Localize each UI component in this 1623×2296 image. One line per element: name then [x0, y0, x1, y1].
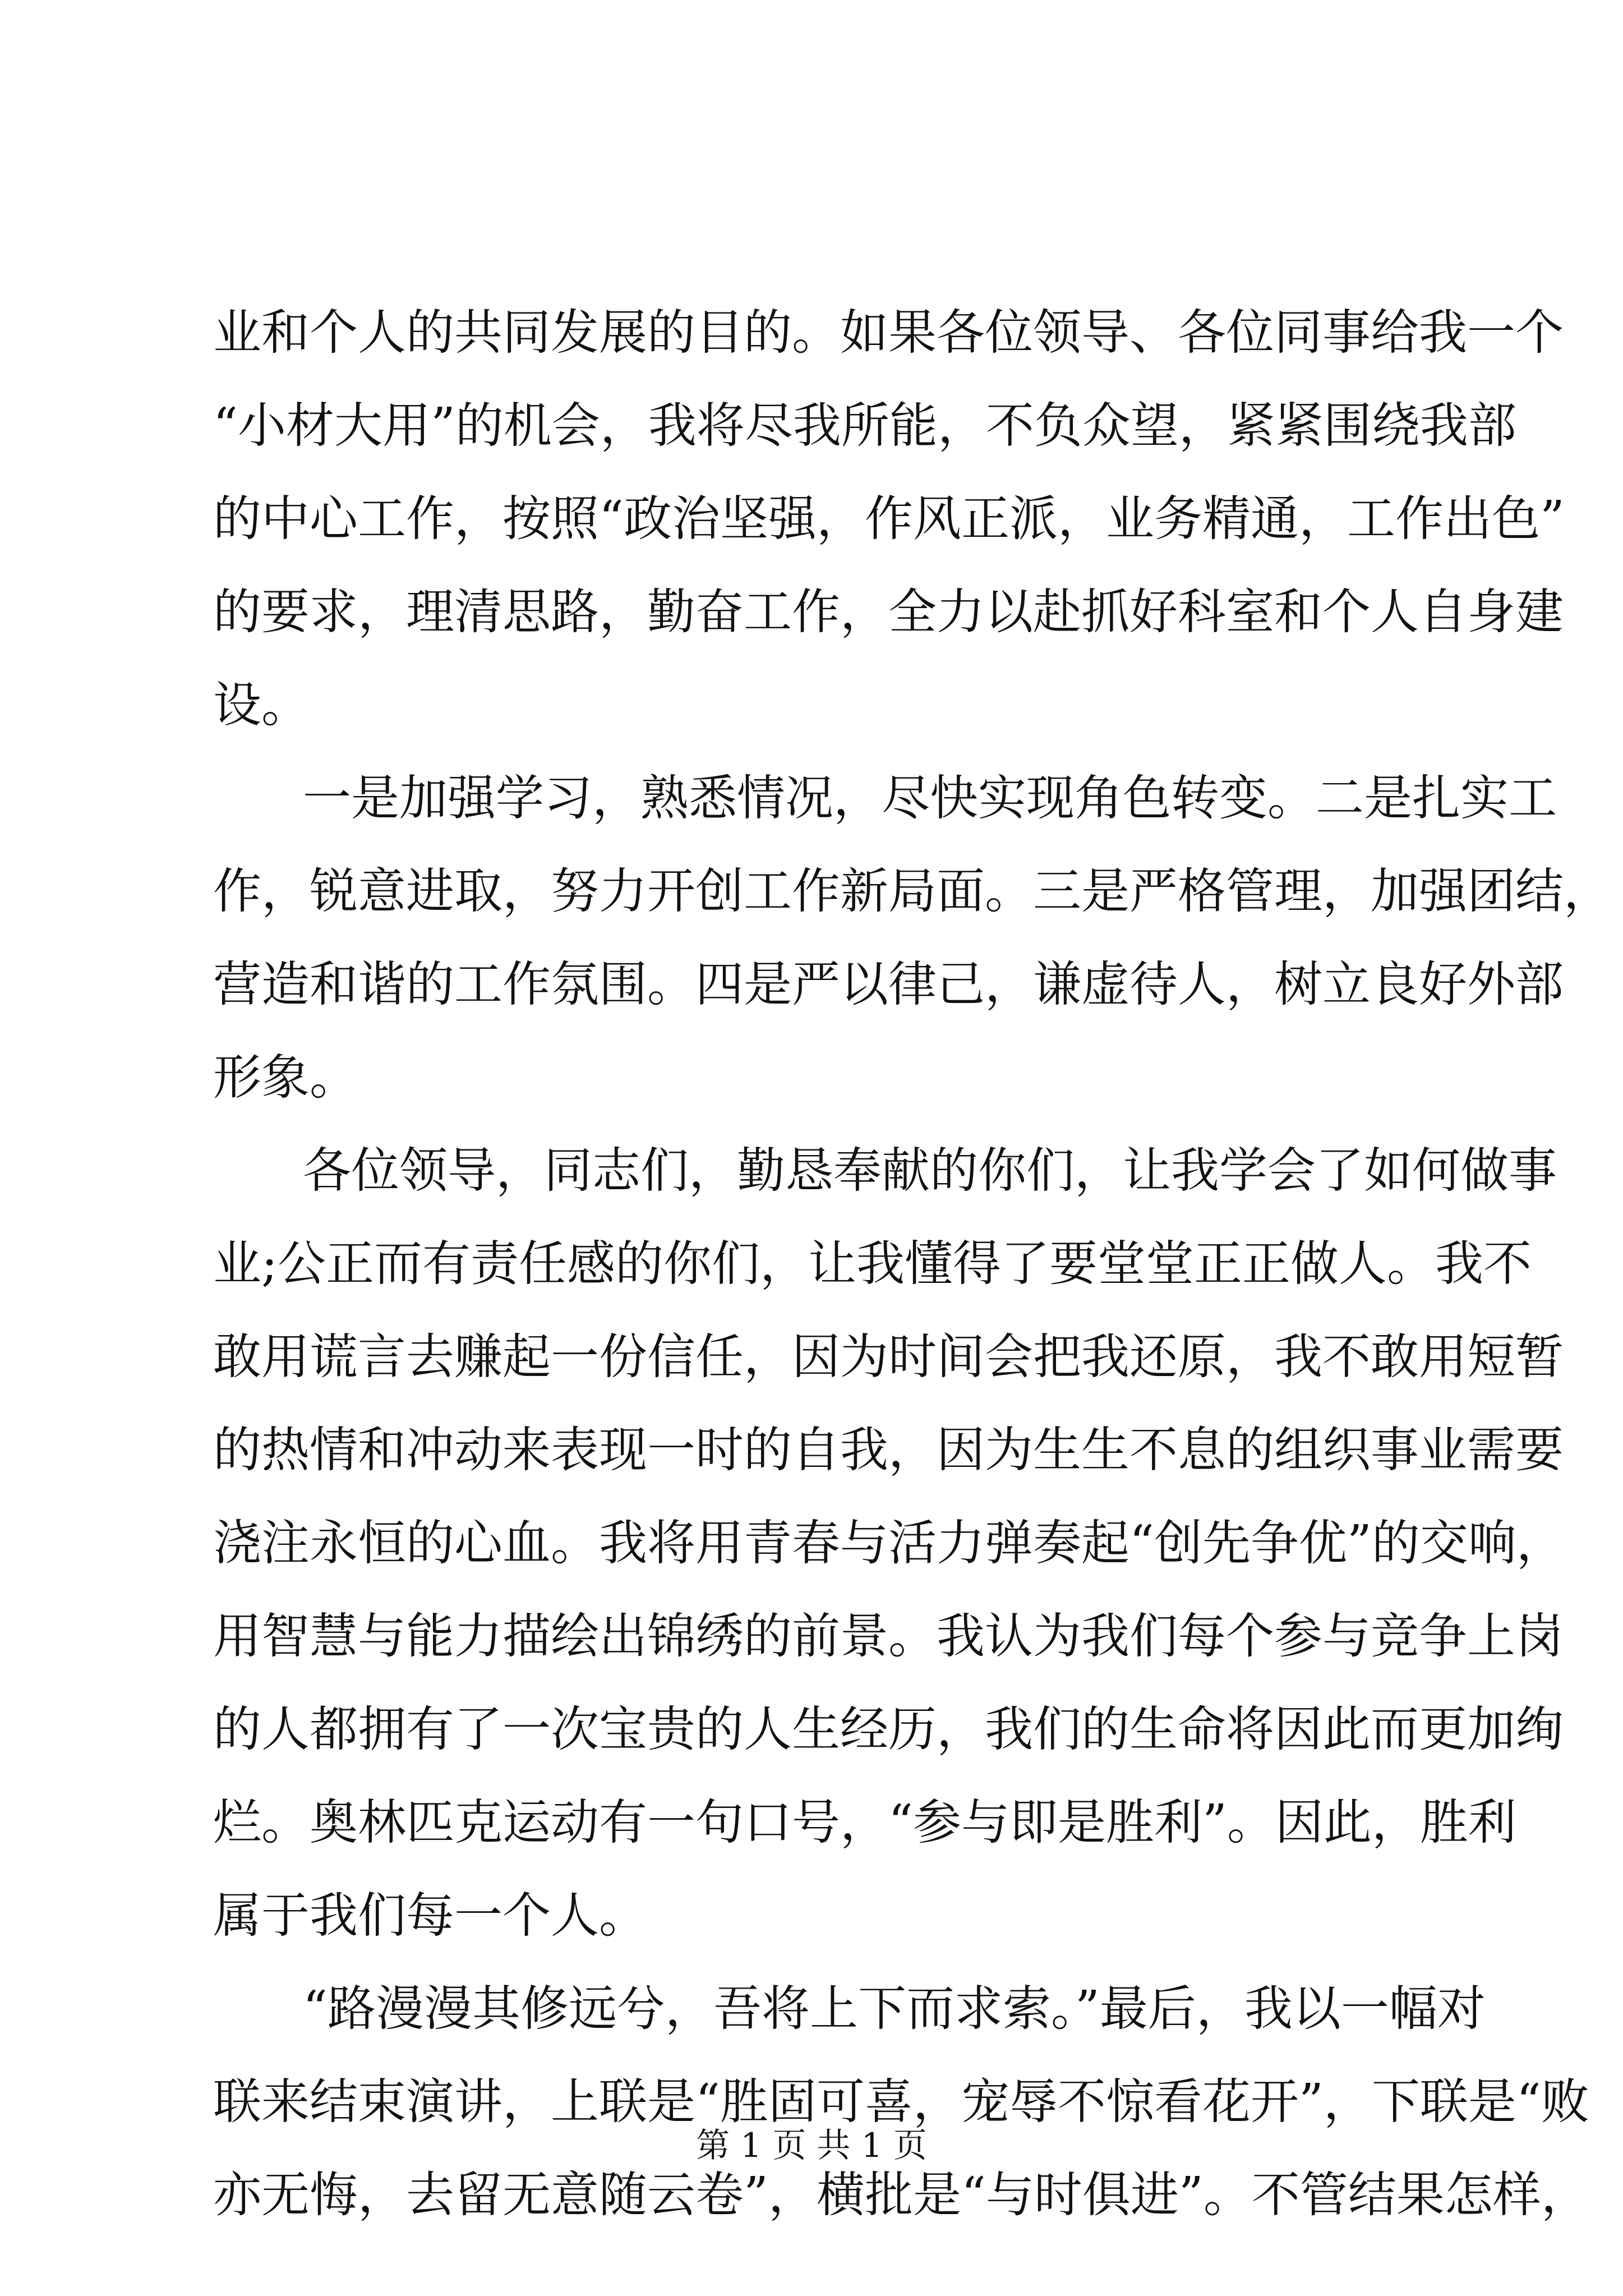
text-line: 一是加强学习，熟悉情况，尽快实现角色转变。二是扎实工 [303, 770, 1557, 826]
text-line: 亦无悔，去留无意随云卷”，横批是“与时俱进”。不管结果怎样， [213, 2167, 1589, 2223]
text-line: 属于我们每一个人。 [213, 1888, 647, 1944]
document-body [213, 286, 1612, 2242]
text-line: 烂。奥林匹克运动有一句口号，“参与即是胜利”。因此，胜利 [213, 1795, 1516, 1851]
paragraph [213, 286, 1565, 752]
text-line: 的人都拥有了一次宝贵的人生经历，我们的生命将因此而更加绚 [213, 1701, 1564, 1757]
text-line: 作，锐意进取，努力开创工作新局面。三是严格管理，加强团结， [213, 863, 1612, 919]
paragraph [213, 752, 1612, 1124]
text-line: 联来结束演讲，上联是“胜固可喜，宠辱不惊看花开”，下联是“败 [213, 2074, 1589, 2130]
text-line: 业和个人的共同发展的目的。如果各位领导、各位同事给我一个 [213, 305, 1564, 361]
text-line: 浇注永恒的心血。我将用青春与活力弹奏起“创先争优”的交响， [213, 1515, 1565, 1571]
text-line: 营造和谐的工作氛围。四是严以律己，谦虚待人，树立良好外部 [213, 956, 1564, 1013]
text-line: 的热情和冲动来表现一时的自我，因为生生不息的组织事业需要 [213, 1422, 1564, 1478]
page-number-footer: 第 1 页 共 1 页 [696, 2126, 927, 2165]
text-line: 设。 [213, 677, 310, 733]
paragraph [213, 1962, 1589, 2242]
text-line: 形象。 [213, 1050, 358, 1106]
text-line: 的要求，理清思路，勤奋工作，全力以赴抓好科室和个人自身建 [213, 584, 1564, 640]
text-line: 业;公正而有责任感的你们，让我懂得了要堂堂正正做人。我不 [213, 1236, 1532, 1292]
text-line: 敢用谎言去赚起一份信任，因为时间会把我还原，我不敢用短暂 [213, 1329, 1564, 1385]
text-line: 用智慧与能力描绘出锦绣的前景。我认为我们每个参与竞争上岗 [213, 1608, 1564, 1664]
text-line: “小材大用”的机会，我将尽我所能，不负众望，紧紧围绕我部 [213, 398, 1516, 454]
text-line: “路漫漫其修远兮，吾将上下而求索。”最后，我以一幅对 [303, 1981, 1486, 2037]
text-line: 的中心工作，按照“政治坚强，作风正派，业务精通，工作出色” [213, 491, 1565, 547]
text-line: 各位领导，同志们，勤恳奉献的你们，让我学会了如何做事 [303, 1143, 1557, 1199]
paragraph [213, 1124, 1565, 1962]
